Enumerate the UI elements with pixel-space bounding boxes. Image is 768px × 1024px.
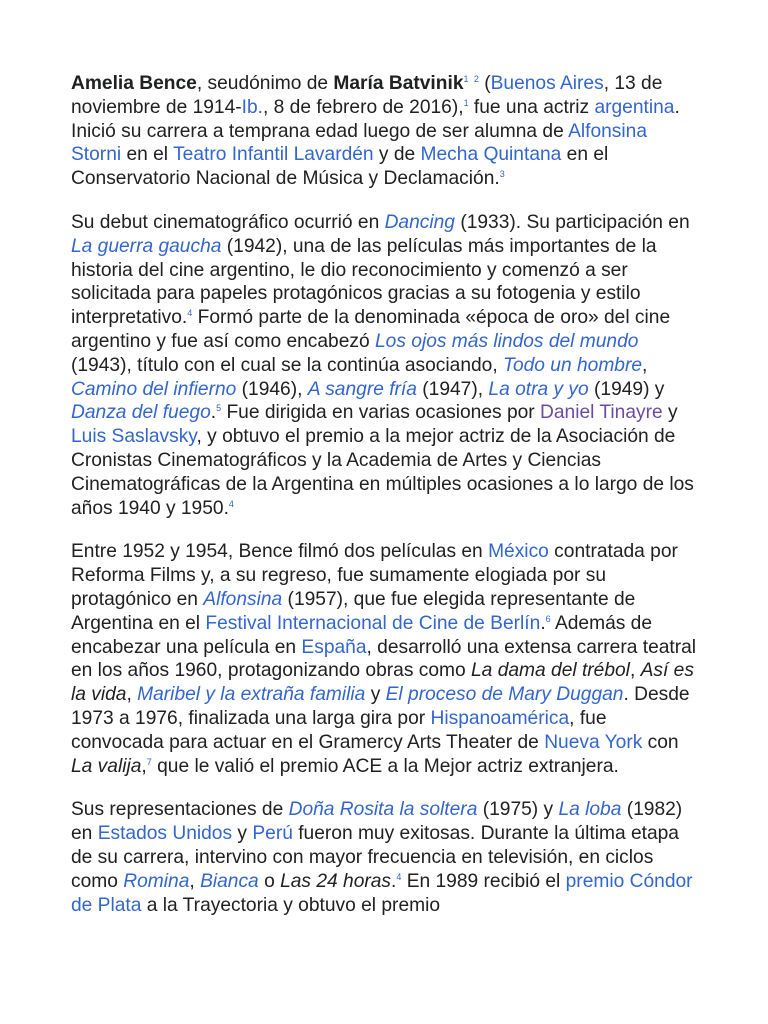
link-hispanoamerica[interactable]: Hispanoamérica bbox=[430, 707, 570, 729]
text-run: (1947), bbox=[416, 378, 489, 400]
text-run: , 13 de noviembre de 1914- bbox=[71, 73, 663, 118]
text-run: . bbox=[210, 402, 217, 424]
text-run: fue una actriz bbox=[468, 96, 595, 118]
text-run: , 8 de febrero de 2016), bbox=[263, 96, 464, 118]
text-run: (1946), bbox=[236, 378, 308, 400]
reference-4[interactable]: 4 bbox=[396, 871, 402, 882]
link-dancing[interactable]: Dancing bbox=[384, 211, 455, 233]
text-run: , bbox=[126, 684, 138, 706]
text-run: a la Trayectoria y obtuvo el premio bbox=[141, 894, 441, 916]
text-run: y bbox=[365, 684, 386, 706]
italic-title: La dama del trébol bbox=[471, 660, 630, 682]
link-nueva-york[interactable]: Nueva York bbox=[544, 731, 643, 753]
article-body bbox=[71, 72, 701, 937]
link-peru[interactable]: Perú bbox=[252, 823, 293, 845]
text-run: Su debut cinematográfico ocurrió en bbox=[71, 211, 385, 233]
text-run: . Inició su carrera a temprana edad luego de ser alumna de bbox=[71, 96, 680, 142]
bold-name: Amelia Bence bbox=[71, 73, 197, 94]
reference-4[interactable]: 4 bbox=[228, 498, 234, 509]
link-camino-del-infierno[interactable]: Camino del infierno bbox=[71, 378, 237, 400]
text-run: o bbox=[258, 870, 281, 892]
text-run: en el Conservatorio Nacional de Música y Declamación. bbox=[71, 144, 609, 190]
text-run: , desarrolló una extensa carrera teatral en los años 1960, protagonizando obras como bbox=[71, 636, 697, 682]
text-run: (1975) y bbox=[477, 799, 559, 821]
text-run: , bbox=[629, 660, 641, 682]
link-la-loba[interactable]: La loba bbox=[558, 799, 622, 821]
text-run: , seudónimo de bbox=[196, 73, 334, 94]
link-alfonsina[interactable]: Alfonsina bbox=[203, 588, 283, 610]
text-run: , bbox=[642, 354, 648, 376]
paragraph-1 bbox=[71, 72, 701, 191]
text-run: y bbox=[232, 823, 253, 845]
text-run: Además de encabezar una película en bbox=[71, 612, 653, 658]
link-mecha-quintana[interactable]: Mecha Quintana bbox=[420, 144, 562, 166]
bold-name: María Batvinik bbox=[333, 73, 464, 94]
text-run: En 1989 recibió el bbox=[401, 870, 566, 892]
link-daniel-tinayre[interactable]: Daniel Tinayre bbox=[540, 402, 663, 424]
reference-3[interactable]: 3 bbox=[499, 169, 505, 180]
text-run: Sus representaciones de bbox=[71, 799, 289, 821]
text-run: Entre 1952 y 1954, Bence filmó dos películas en bbox=[71, 541, 489, 563]
link-bianca[interactable]: Bianca bbox=[200, 870, 259, 892]
text-run: (1933). Su participación en bbox=[454, 211, 690, 233]
text-run: (1957), que fue elegida representante de Argentina en el bbox=[71, 588, 636, 634]
text-run: . bbox=[391, 870, 397, 892]
paragraph-3 bbox=[71, 540, 701, 778]
link-mexico[interactable]: México bbox=[488, 541, 549, 563]
italic-title: Las 24 horas bbox=[280, 870, 392, 892]
reference-1[interactable]: 1 bbox=[463, 97, 469, 108]
paragraph-2 bbox=[71, 211, 701, 520]
link-el-proceso-de-mary-duggan[interactable]: El proceso de Mary Duggan bbox=[385, 684, 624, 706]
reference-4[interactable]: 4 bbox=[187, 308, 193, 319]
link-argentina[interactable]: argentina bbox=[594, 96, 675, 118]
link-maribel-y-la-extrana-familia[interactable]: Maribel y la extraña familia bbox=[137, 684, 366, 706]
link-espana[interactable]: España bbox=[301, 636, 367, 658]
link-premio-condor-de-plata[interactable]: premio Cóndor de Plata bbox=[71, 870, 693, 916]
link-los-ojos-mas-lindos-del-mundo[interactable]: Los ojos más lindos del mundo bbox=[375, 330, 639, 352]
reference-1[interactable]: 1 bbox=[463, 74, 469, 84]
text-run: , bbox=[141, 755, 147, 777]
reference-5[interactable]: 5 bbox=[216, 403, 222, 414]
reference-7[interactable]: 7 bbox=[146, 756, 152, 767]
link-romina[interactable]: Romina bbox=[123, 870, 190, 892]
link-luis-saslavsky[interactable]: Luis Saslavsky bbox=[71, 426, 197, 448]
reference-2[interactable]: 2 bbox=[473, 74, 479, 84]
reference-6[interactable]: 6 bbox=[545, 613, 551, 624]
text-run: . bbox=[540, 612, 546, 634]
text-run: y de bbox=[373, 144, 421, 166]
link-estados-unidos[interactable]: Estados Unidos bbox=[97, 823, 233, 845]
link-festival-internacional-de-cine-de-berlin[interactable]: Festival Internacional de Cine de Berlín bbox=[205, 612, 541, 634]
text-run: que le valió el premio ACE a la Mejor actriz extranjera. bbox=[151, 755, 619, 777]
italic-title: Así es la vida bbox=[71, 660, 694, 706]
text-run: y bbox=[662, 402, 678, 424]
link-a-sangre-fria[interactable]: A sangre fría bbox=[307, 378, 417, 400]
text-run: ( bbox=[478, 73, 491, 94]
link-teatro-infantil-lavarden[interactable]: Teatro Infantil Lavardén bbox=[173, 144, 374, 166]
link-todo-un-hombre[interactable]: Todo un hombre bbox=[503, 354, 643, 376]
text-run: , bbox=[189, 870, 201, 892]
link-la-otra-y-yo[interactable]: La otra y yo bbox=[488, 378, 589, 400]
link-danza-del-fuego[interactable]: Danza del fuego bbox=[71, 402, 211, 424]
text-run: en el bbox=[121, 144, 174, 166]
text-run: , y obtuvo el premio a la mejor actriz de la Asociación de Cronistas Cinematográficos y la Academia de Artes y Ciencias Cinematográficas de la Argentina en múltiples ocasiones a lo largo de los años 1940 y 1950. bbox=[71, 426, 694, 519]
italic-title: La valija bbox=[71, 755, 142, 777]
link-dona-rosita-la-soltera[interactable]: Doña Rosita la soltera bbox=[288, 799, 478, 821]
text-run: (1942), una de las películas más importantes de la historia del cine argentino, le dio reconocimiento y comenzó a ser solicitada para papeles protagónicos gracias a su fotogenia y estilo interpretativo. bbox=[71, 235, 657, 329]
link-ib[interactable]: Ib. bbox=[241, 96, 264, 118]
link-la-guerra-gaucha[interactable]: La guerra gaucha bbox=[71, 235, 222, 257]
text-run: contratada por Reforma Films y, a su regreso, fue sumamente elogiada por su protagónico en bbox=[71, 541, 678, 610]
text-run: Fue dirigida en varias ocasiones por bbox=[221, 402, 541, 424]
text-run: (1943), título con el cual se la continúa asociando, bbox=[71, 354, 503, 376]
text-run: con bbox=[642, 731, 679, 753]
text-run: Formó parte de la denominada «época de oro» del cine argentino y fue así como encabezó bbox=[71, 307, 671, 352]
text-run: (1949) y bbox=[588, 378, 665, 400]
link-alfonsina-storni[interactable]: Alfonsina Storni bbox=[71, 120, 647, 166]
text-run: , fue convocada para actuar en el Gramercy Arts Theater de bbox=[71, 707, 607, 753]
text-run: fueron muy exitosas. Durante la última etapa de su carrera, intervino con mayor frecuencia en televisión, en ciclos como bbox=[71, 823, 679, 892]
text-run: (1982) en bbox=[71, 799, 683, 845]
text-run: . Desde 1973 a 1976, finalizada una larga gira por bbox=[71, 684, 690, 729]
link-buenos-aires[interactable]: Buenos Aires bbox=[490, 73, 604, 94]
paragraph-4 bbox=[71, 798, 701, 917]
